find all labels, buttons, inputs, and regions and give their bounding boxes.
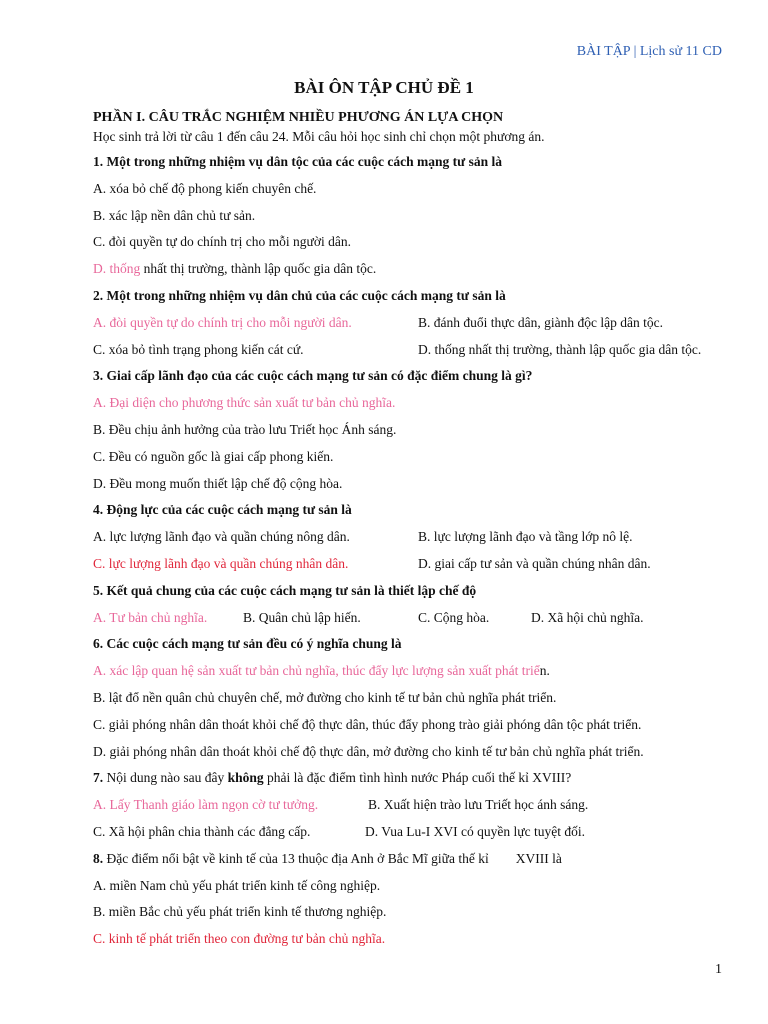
option-1d xyxy=(93,256,733,283)
option-5b: B. Quân chủ lập hiến. xyxy=(243,609,361,625)
question-5: 5. Kết quả chung của các cuộc cách mạng tư sản là thiết lập chế độ xyxy=(93,582,477,598)
section-title: PHẦN I. CÂU TRẮC NGHIỆM NHIỀU PHƯƠNG ÁN LỰA CHỌN xyxy=(93,110,504,125)
document-body xyxy=(93,108,733,953)
option-8b: B. miền Bắc chủ yếu phát triển kinh tế thương nghiệp. xyxy=(93,904,387,920)
option-4d: D. giai cấp tư sản và quần chúng nhân dân. xyxy=(418,555,651,571)
question-4: 4. Động lực của các cuộc cách mạng tư sản là xyxy=(93,502,352,518)
option-3a: A. Đại diện cho phương thức sản xuất tư bản chủ nghĩa. xyxy=(93,395,396,411)
option-6d: D. giải phóng nhân dân thoát khỏi chế độ thực dân, mở đường cho kinh tế tư bản chủ nghĩa phát triển. xyxy=(93,743,644,759)
option-5a: A. Tư bản chủ nghĩa. xyxy=(93,609,208,625)
option-1d-rest: nhất thị trường, thành lập quốc gia dân tộc. xyxy=(140,261,377,277)
options-row xyxy=(93,792,733,819)
section-instruction: Học sinh trả lời từ câu 1 đến câu 24. Mỗi câu hỏi học sinh chỉ chọn một phương án. xyxy=(93,129,545,144)
option-4c: C. lực lượng lãnh đạo và quần chúng nhân dân. xyxy=(93,555,349,571)
question-7-post: phải là đặc điểm tình hình nước Pháp cuối thế kỉ XVIII? xyxy=(263,770,572,786)
option-6a-highlight: A. xác lập quan hệ sản xuất tư bản chủ nghĩa, thúc đẩy lực lượng sản xuất phát triể xyxy=(93,663,540,679)
option-3d: D. Đều mong muốn thiết lập chế độ cộng hòa. xyxy=(93,475,343,491)
question-1: 1. Một trong những nhiệm vụ dân tộc của các cuộc cách mạng tư sản là xyxy=(93,154,502,169)
page-header: BÀI TẬP | Lịch sử 11 CD xyxy=(576,44,722,59)
option-4a: A. lực lượng lãnh đạo và quần chúng nông dân. xyxy=(93,529,350,545)
option-6a-tail: n. xyxy=(539,663,550,679)
question-2: 2. Một trong những nhiệm vụ dân chủ của các cuộc cách mạng tư sản là xyxy=(93,287,506,303)
question-3: 3. Giai cấp lãnh đạo của các cuộc cách mạng tư sản có đặc điểm chung là gì? xyxy=(93,368,533,384)
option-7d: D. Vua Lu-I XVI có quyền lực tuyệt đối. xyxy=(365,823,585,839)
options-row xyxy=(93,337,733,364)
options-row xyxy=(93,524,733,551)
option-3c: C. Đều có nguồn gốc là giai cấp phong kiến. xyxy=(93,448,334,464)
options-row xyxy=(93,310,733,337)
question-8-text: Đặc điểm nổi bật về kinh tế của 13 thuộc địa Anh ở Bắc Mĩ giữa thế kỉ XVIII là xyxy=(103,850,562,866)
option-1c: C. đòi quyền tự do chính trị cho mỗi người dân. xyxy=(93,234,351,250)
option-1b: B. xác lập nền dân chủ tư sản. xyxy=(93,207,256,223)
question-7 xyxy=(93,765,733,792)
option-8c: C. kinh tế phát triển theo con đường tư bản chủ nghĩa. xyxy=(93,931,386,947)
question-7-pre: Nội dung nào sau đây xyxy=(103,770,228,786)
option-1d-highlight: D. thống xyxy=(93,261,141,277)
options-row xyxy=(93,819,733,846)
question-6: 6. Các cuộc cách mạng tư sản đều có ý nghĩa chung là xyxy=(93,636,402,652)
question-8 xyxy=(93,846,733,873)
question-8-number: 8. xyxy=(93,850,104,866)
options-row xyxy=(93,605,733,632)
options-row xyxy=(93,551,733,578)
option-7a: A. Lấy Thanh giáo làm ngọn cờ tư tưởng. xyxy=(93,797,319,813)
option-2d: D. thống nhất thị trường, thành lập quốc gia dân tộc. xyxy=(418,341,702,357)
option-8a: A. miền Nam chủ yếu phát triển kinh tế công nghiệp. xyxy=(93,877,381,893)
option-2b: B. đánh đuổi thực dân, giành độc lập dân tộc. xyxy=(418,314,664,330)
option-2a: A. đòi quyền tự do chính trị cho mỗi người dân. xyxy=(93,314,352,330)
option-7b: B. Xuất hiện trào lưu Triết học ánh sáng. xyxy=(368,797,589,813)
option-7c: C. Xã hội phân chia thành các đẳng cấp. xyxy=(93,823,311,839)
question-7-emphasis: không xyxy=(227,770,264,786)
page-number: 1 xyxy=(715,962,722,977)
option-6b: B. lật đổ nền quân chủ chuyên chế, mở đường cho kinh tế tư bản chủ nghĩa phát triển. xyxy=(93,689,557,705)
option-5c: C. Cộng hòa. xyxy=(418,609,490,625)
option-5d: D. Xã hội chủ nghĩa. xyxy=(531,609,644,625)
option-1a: A. xóa bỏ chế độ phong kiến chuyên chế. xyxy=(93,180,317,196)
option-3b: B. Đều chịu ảnh hưởng của trào lưu Triết học Ánh sáng. xyxy=(93,421,397,437)
question-7-number: 7. xyxy=(93,770,104,786)
option-6a xyxy=(93,658,733,685)
option-2c: C. xóa bỏ tình trạng phong kiến cát cứ. xyxy=(93,341,304,357)
document-title: BÀI ÔN TẬP CHỦ ĐỀ 1 xyxy=(294,78,474,97)
option-4b: B. lực lượng lãnh đạo và tầng lớp nô lệ. xyxy=(418,529,633,545)
option-6c: C. giải phóng nhân dân thoát khỏi chế độ thực dân, thúc đẩy phong trào giải phóng dân tộc phát triển. xyxy=(93,716,642,732)
